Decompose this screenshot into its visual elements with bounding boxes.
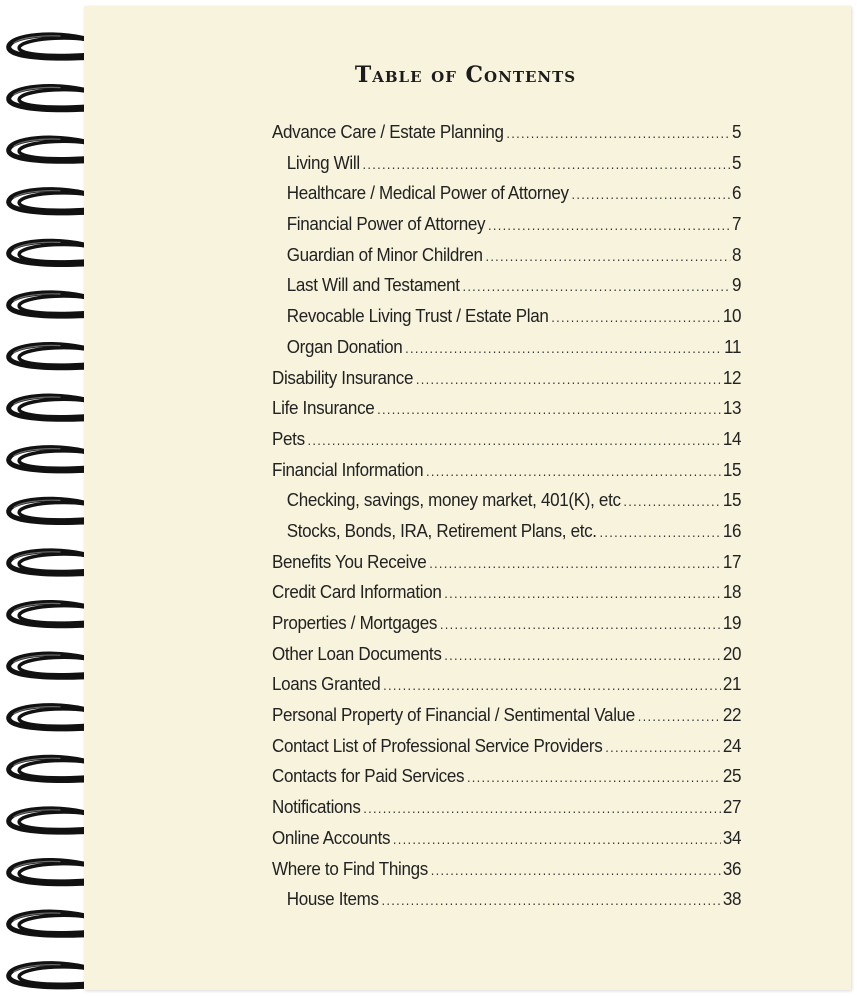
dot-leader (383, 670, 721, 701)
toc-entry-page-number: 34 (722, 826, 742, 848)
toc-entry (272, 117, 741, 148)
toc-entry (272, 884, 741, 915)
toc-entry-label: Financial Information (272, 458, 424, 480)
toc-entry (272, 639, 741, 670)
toc-entry (272, 485, 741, 516)
dot-leader (605, 732, 721, 763)
toc-entry-page-number: 11 (724, 335, 742, 357)
toc-entry (272, 577, 741, 608)
toc-entry-page-number: 5 (732, 151, 742, 173)
toc-entry-label: Other Loan Documents (272, 642, 442, 664)
toc-entry (272, 455, 741, 486)
toc-entry-label: Contacts for Paid Services (272, 765, 465, 787)
dot-leader (444, 640, 721, 671)
toc-entry-page-number: 17 (722, 550, 742, 572)
toc-entry-page-number: 18 (722, 581, 742, 603)
toc-entry-page-number: 13 (722, 397, 742, 419)
dot-leader (440, 609, 721, 640)
dot-leader (623, 486, 721, 517)
toc-entry-page-number: 38 (722, 888, 742, 910)
toc-entry-page-number: 10 (722, 305, 742, 327)
dot-leader (506, 118, 730, 149)
toc-entry (272, 393, 741, 424)
toc-entry (272, 424, 741, 455)
toc-entry (272, 761, 741, 792)
toc-entry-label: Credit Card Information (272, 581, 442, 603)
toc-entry-label: Healthcare / Medical Power of Attorney (286, 182, 569, 204)
dot-leader (485, 241, 730, 272)
table-of-contents (272, 117, 742, 915)
toc-entry (272, 363, 741, 394)
toc-entry-label: Organ Donation (286, 335, 403, 357)
toc-entry-label: Notifications (272, 796, 361, 818)
toc-entry (272, 516, 741, 547)
toc-entry-page-number: 12 (722, 366, 742, 388)
toc-entry (272, 301, 741, 332)
toc-entry (272, 209, 741, 240)
toc-entry-page-number: 15 (722, 458, 742, 480)
toc-entry-label: Personal Property of Financial / Sentimental Value (272, 704, 635, 726)
dot-leader (377, 394, 721, 425)
toc-entry-page-number: 20 (722, 642, 742, 664)
dot-leader (462, 271, 730, 302)
dot-leader (426, 456, 721, 487)
toc-entry (272, 270, 741, 301)
dot-leader (431, 855, 721, 886)
page-title: Table of Contents (354, 62, 577, 88)
dot-leader (363, 149, 731, 180)
toc-entry-label: Advance Care / Estate Planning (272, 121, 504, 142)
toc-entry-label: Revocable Living Trust / Estate Plan (286, 305, 549, 327)
toc-entry-label: Online Accounts (272, 826, 391, 848)
toc-entry (272, 792, 741, 823)
toc-entry-label: Financial Power of Attorney (286, 213, 486, 235)
dot-leader (467, 762, 721, 793)
dot-leader (393, 824, 721, 855)
toc-entry (272, 148, 741, 179)
toc-entry (272, 547, 741, 578)
toc-entry-label: Living Will (286, 151, 360, 173)
toc-entry-label: Stocks, Bonds, IRA, Retirement Plans, etc. (286, 519, 597, 541)
toc-entry-label: Disability Insurance (272, 366, 414, 388)
toc-entry-label: Life Insurance (272, 397, 375, 419)
toc-entry-label: Last Will and Testament (286, 274, 460, 296)
dot-leader (551, 302, 721, 333)
toc-entry-label: Properties / Mortgages (272, 612, 438, 633)
toc-entry (272, 700, 741, 731)
toc-entry-label: Loans Granted (272, 673, 381, 695)
toc-entry (272, 823, 741, 854)
toc-entry-page-number: 22 (722, 704, 742, 726)
dot-leader (599, 517, 721, 548)
toc-entry-page-number: 19 (722, 612, 742, 633)
toc-entry-page-number: 15 (722, 489, 742, 511)
dot-leader (308, 425, 722, 456)
toc-entry-page-number: 24 (722, 734, 742, 756)
toc-entry-page-number: 21 (722, 673, 742, 695)
toc-entry-label: Guardian of Minor Children (286, 243, 483, 265)
toc-entry (272, 332, 741, 363)
toc-entry (272, 669, 741, 700)
toc-entry (272, 240, 741, 271)
toc-entry (272, 854, 741, 885)
toc-entry-page-number: 16 (722, 519, 742, 541)
toc-entry-page-number: 27 (722, 796, 742, 818)
dot-leader (416, 364, 721, 395)
toc-entry-label: Checking, savings, money market, 401(K), etc (286, 489, 621, 511)
dot-leader (571, 179, 730, 210)
toc-entry-label: Benefits You Receive (272, 550, 427, 572)
toc-entry-page-number: 5 (732, 121, 742, 142)
toc-entry-label: House Items (286, 888, 379, 910)
toc-entry-label: Contact List of Professional Service Providers (272, 734, 603, 756)
toc-entry-page-number: 36 (722, 857, 742, 879)
dot-leader (429, 548, 721, 579)
toc-entry-page-number: 6 (732, 182, 742, 204)
dot-leader (405, 333, 722, 364)
dot-leader (638, 701, 721, 732)
toc-entry-label: Pets (272, 427, 305, 449)
toc-entry-page-number: 9 (732, 274, 742, 296)
dot-leader (444, 578, 721, 609)
toc-entry (272, 731, 741, 762)
toc-entry (272, 608, 741, 639)
toc-entry-page-number: 7 (732, 213, 742, 235)
dot-leader (363, 793, 721, 824)
toc-entry-page-number: 14 (722, 427, 742, 449)
dot-leader (381, 885, 721, 916)
toc-entry-page-number: 8 (732, 243, 742, 265)
toc-entry (272, 178, 741, 209)
dot-leader (488, 210, 730, 241)
toc-entry-page-number: 25 (722, 765, 742, 787)
toc-entry-label: Where to Find Things (272, 857, 428, 879)
